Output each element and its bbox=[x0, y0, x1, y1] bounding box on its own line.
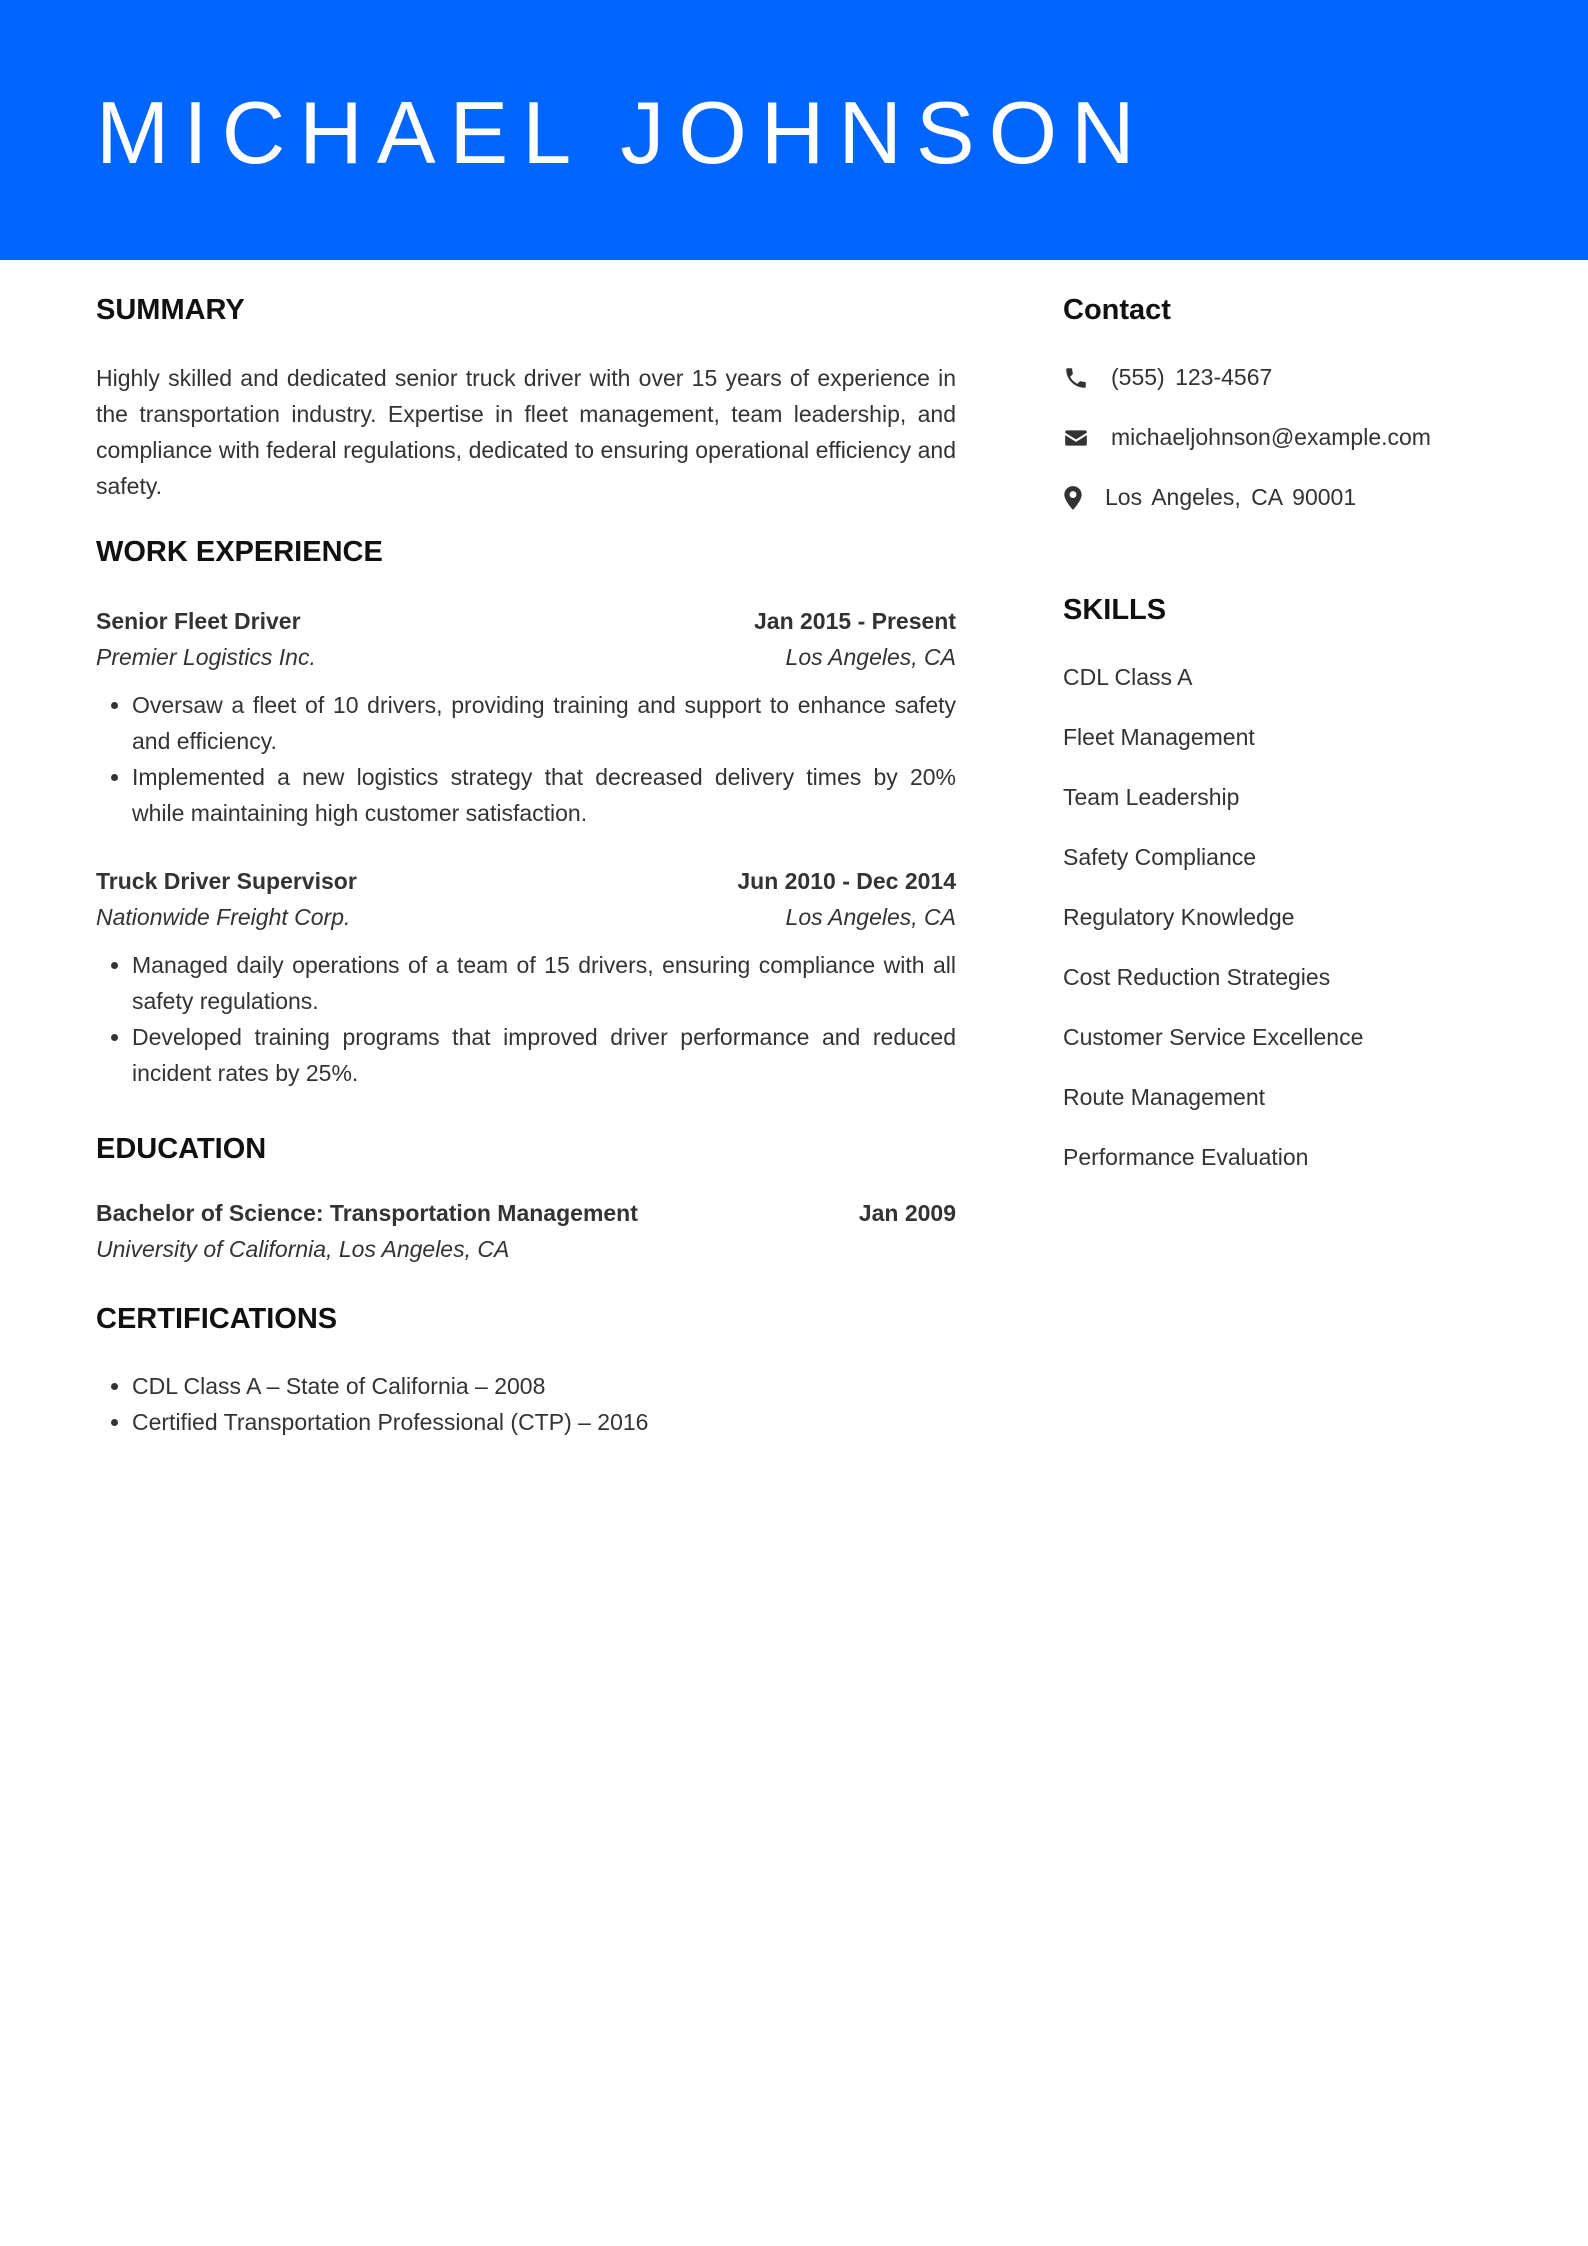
certifications-heading: CERTIFICATIONS bbox=[96, 1303, 338, 1335]
header-banner bbox=[0, 0, 1588, 260]
job-dates: Jan 2015 - Present bbox=[753, 608, 956, 634]
contact-location-text: Los Angeles, CA 90001 bbox=[1105, 484, 1357, 510]
graduation-date: Jan 2009 bbox=[858, 1200, 956, 1226]
contact-email bbox=[1063, 424, 1431, 451]
certification-item: • Certified Transportation Professional (CTP) – 2016 bbox=[132, 1404, 956, 1440]
skill-item: CDL Class A bbox=[1063, 664, 1193, 690]
education-entry bbox=[96, 1195, 956, 1267]
education-heading: EDUCATION bbox=[96, 1133, 267, 1165]
job-bullets bbox=[96, 687, 956, 831]
job-entry bbox=[96, 603, 956, 831]
contact-phone-text: (555) 123-4567 bbox=[1111, 364, 1273, 390]
job-bullet: • Implemented a new logistics strategy that decreased delivery times by 20% while maintaining high customer satisfaction. bbox=[132, 759, 956, 831]
skill-item: Customer Service Excellence bbox=[1063, 1024, 1364, 1050]
skill-item: Team Leadership bbox=[1063, 784, 1240, 810]
job-title: Truck Driver Supervisor bbox=[96, 868, 357, 894]
skill-item: Fleet Management bbox=[1063, 724, 1255, 750]
job-bullets bbox=[96, 947, 956, 1091]
job-company: Premier Logistics Inc. bbox=[96, 644, 316, 670]
job-location: Los Angeles, CA bbox=[785, 904, 956, 930]
phone-icon bbox=[1063, 365, 1089, 391]
map-pin-icon bbox=[1063, 485, 1083, 511]
contact-heading: Contact bbox=[1063, 294, 1171, 326]
skill-item: Route Management bbox=[1063, 1084, 1266, 1110]
degree: Bachelor of Science: Transportation Management bbox=[96, 1200, 638, 1226]
work-experience-heading: WORK EXPERIENCE bbox=[96, 536, 383, 568]
school: University of California, Los Angeles, CA bbox=[96, 1236, 510, 1262]
job-company: Nationwide Freight Corp. bbox=[96, 904, 351, 930]
summary-heading: SUMMARY bbox=[96, 294, 245, 326]
job-bullet: • Developed training programs that improved driver performance and reduced incident rates by 25%. bbox=[132, 1019, 956, 1091]
candidate-name: MICHAEL JOHNSON bbox=[96, 83, 1149, 182]
job-location: Los Angeles, CA bbox=[785, 644, 956, 670]
contact-location bbox=[1063, 484, 1356, 511]
certification-item: • CDL Class A – State of California – 2008 bbox=[132, 1368, 956, 1404]
job-bullet: • Managed daily operations of a team of 15 drivers, ensuring compliance with all safety regulations. bbox=[132, 947, 956, 1019]
skill-item: Regulatory Knowledge bbox=[1063, 904, 1295, 930]
skill-item: Cost Reduction Strategies bbox=[1063, 964, 1331, 990]
job-dates: Jun 2010 - Dec 2014 bbox=[737, 868, 956, 894]
certifications-list bbox=[96, 1368, 956, 1440]
envelope-icon bbox=[1063, 425, 1089, 451]
job-bullet: • Oversaw a fleet of 10 drivers, providing training and support to enhance safety and efficiency. bbox=[132, 687, 956, 759]
skills-heading: SKILLS bbox=[1063, 594, 1167, 626]
job-entry bbox=[96, 863, 956, 1091]
summary-text: Highly skilled and dedicated senior truck driver with over 15 years of experience in the transportation industry. Expertise in fleet management, team leadership, and compliance with federal regulations, dedicated to ensuring operational efficiency and safety. bbox=[96, 365, 956, 499]
contact-phone bbox=[1063, 364, 1272, 391]
skill-item: Performance Evaluation bbox=[1063, 1144, 1309, 1170]
contact-email-text: michaeljohnson@example.com bbox=[1111, 424, 1431, 450]
job-title: Senior Fleet Driver bbox=[96, 608, 301, 634]
skill-item: Safety Compliance bbox=[1063, 844, 1257, 870]
